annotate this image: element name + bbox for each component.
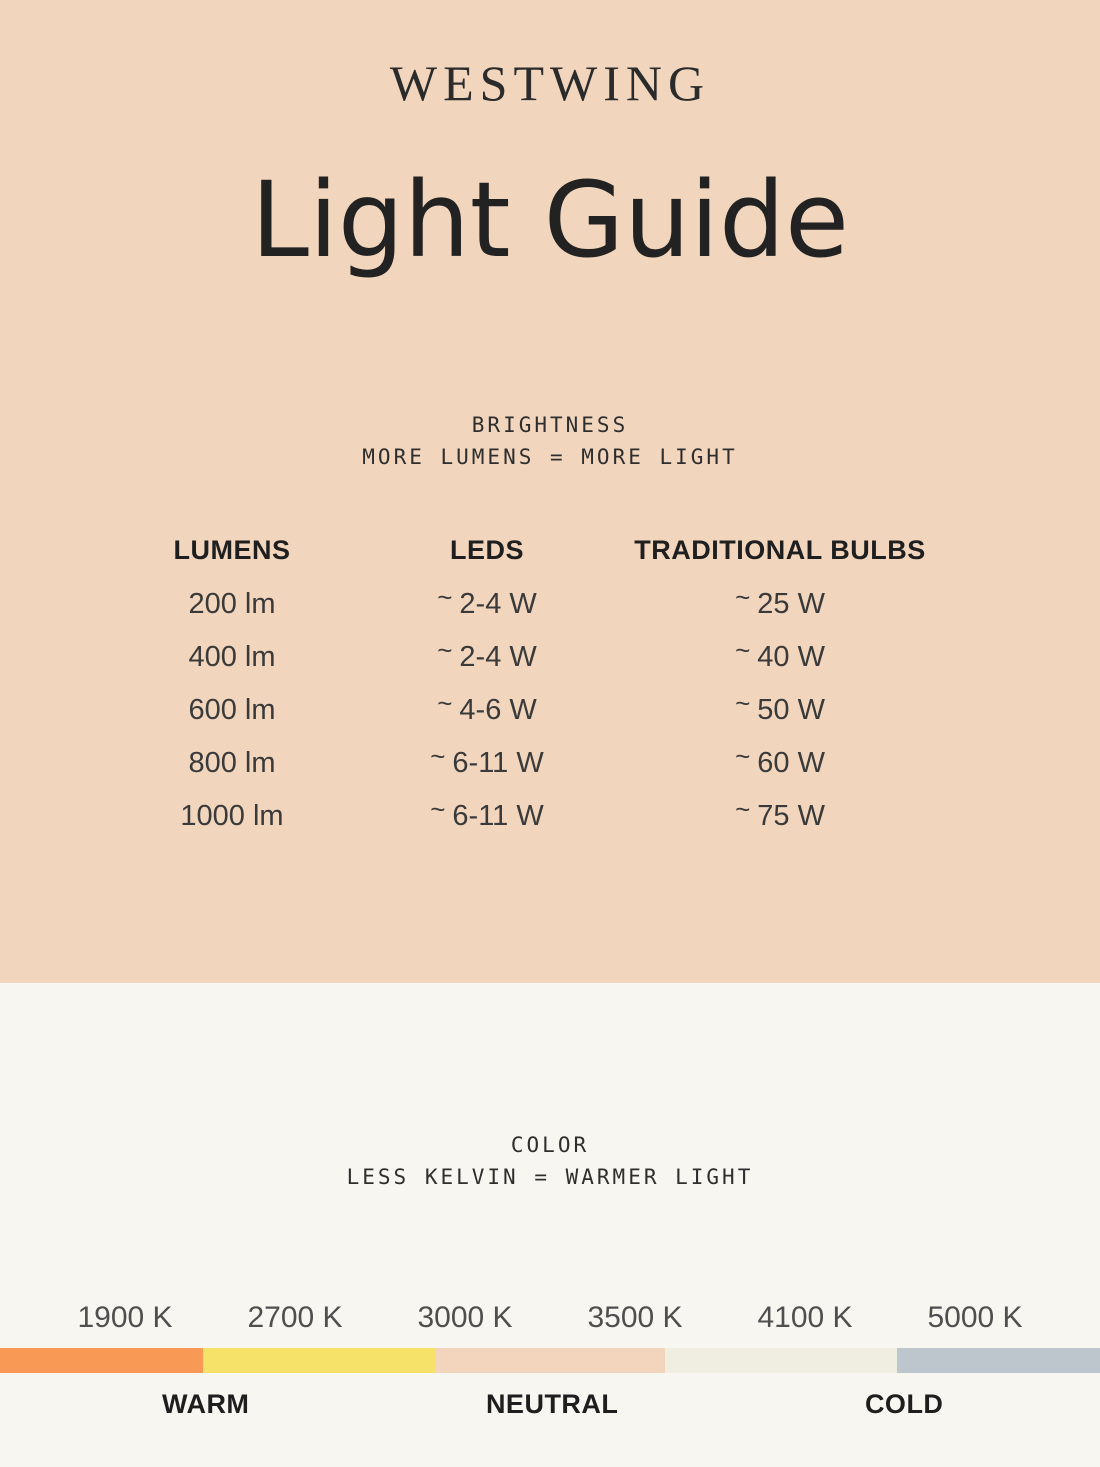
zone-label-neutral: NEUTRAL	[485, 1389, 619, 1419]
table-row	[120, 794, 1100, 853]
traditional-watts: 40 W	[757, 641, 825, 674]
kelvin-label: 3500 K	[587, 1301, 683, 1334]
table-row	[120, 582, 1100, 641]
column-header-traditional-bulbs: TRADITIONAL BULBS	[634, 535, 926, 566]
scale-segment-soft-peach	[435, 1348, 665, 1373]
page-title: Light Guide	[251, 159, 849, 281]
table-row	[120, 688, 1100, 747]
leds-value	[344, 794, 630, 833]
leds-watts: 2-4 W	[459, 588, 537, 621]
approx-symbol: ~	[437, 635, 453, 666]
color-heading-block	[0, 983, 1100, 1193]
leds-watts: 2-4 W	[459, 641, 537, 674]
color-subheading: LESS KELVIN = WARMER LIGHT	[346, 1165, 754, 1189]
approx-symbol: ~	[437, 582, 453, 613]
kelvin-label-row	[0, 1301, 1100, 1335]
brightness-subheading: MORE LUMENS = MORE LIGHT	[362, 445, 738, 470]
approx-symbol: ~	[735, 794, 751, 825]
leds-value	[344, 741, 630, 780]
scale-segment-warm	[203, 1348, 435, 1373]
traditional-value	[630, 582, 930, 621]
approx-symbol: ~	[735, 688, 751, 719]
traditional-watts: 25 W	[757, 588, 825, 621]
traditional-value	[630, 635, 930, 674]
leds-value	[344, 688, 630, 727]
traditional-value	[630, 794, 930, 833]
color-heading: COLOR	[510, 1133, 590, 1157]
lumens-value: 200 lm	[188, 588, 276, 621]
scale-segment-neutral	[665, 1348, 897, 1373]
approx-symbol: ~	[735, 635, 751, 666]
traditional-watts: 75 W	[757, 800, 825, 833]
scale-segment-very-warm	[0, 1348, 203, 1373]
kelvin-label: 1900 K	[77, 1301, 173, 1334]
approx-symbol: ~	[735, 741, 751, 772]
traditional-watts: 60 W	[757, 747, 825, 780]
zone-label-cold: COLD	[864, 1389, 944, 1419]
column-header-lumens: LUMENS	[173, 535, 291, 566]
approx-symbol: ~	[437, 688, 453, 719]
scale-segment-cold	[897, 1348, 1100, 1373]
kelvin-label: 4100 K	[757, 1301, 853, 1334]
color-section	[0, 983, 1100, 1467]
lumens-table	[0, 535, 1100, 853]
leds-watts: 4-6 W	[459, 694, 537, 727]
leds-value	[344, 635, 630, 674]
traditional-value	[630, 688, 930, 727]
traditional-watts: 50 W	[757, 694, 825, 727]
temperature-zone-labels	[0, 1389, 1100, 1434]
table-row	[120, 741, 1100, 800]
lumens-value: 1000 lm	[180, 800, 284, 833]
kelvin-label: 2700 K	[247, 1301, 343, 1334]
zone-label-warm: WARM	[161, 1389, 250, 1419]
leds-value	[344, 582, 630, 621]
brightness-heading-block	[0, 409, 1100, 473]
kelvin-label: 5000 K	[927, 1301, 1023, 1334]
lumens-value: 600 lm	[188, 694, 276, 727]
traditional-value	[630, 741, 930, 780]
kelvin-label: 3000 K	[417, 1301, 513, 1334]
leds-watts: 6-11 W	[452, 747, 544, 780]
lumens-value: 400 lm	[188, 641, 276, 674]
approx-symbol: ~	[430, 794, 446, 825]
color-temperature-scale	[0, 1348, 1100, 1373]
leds-watts: 6-11 W	[452, 800, 544, 833]
approx-symbol: ~	[430, 741, 446, 772]
brand-logo: WESTWING	[389, 55, 711, 111]
lumens-value: 800 lm	[188, 747, 276, 780]
column-header-leds: LEDS	[449, 535, 524, 566]
table-row	[120, 635, 1100, 694]
brightness-heading: BRIGHTNESS	[471, 413, 629, 438]
approx-symbol: ~	[735, 582, 751, 613]
table-header-row	[120, 535, 1100, 566]
